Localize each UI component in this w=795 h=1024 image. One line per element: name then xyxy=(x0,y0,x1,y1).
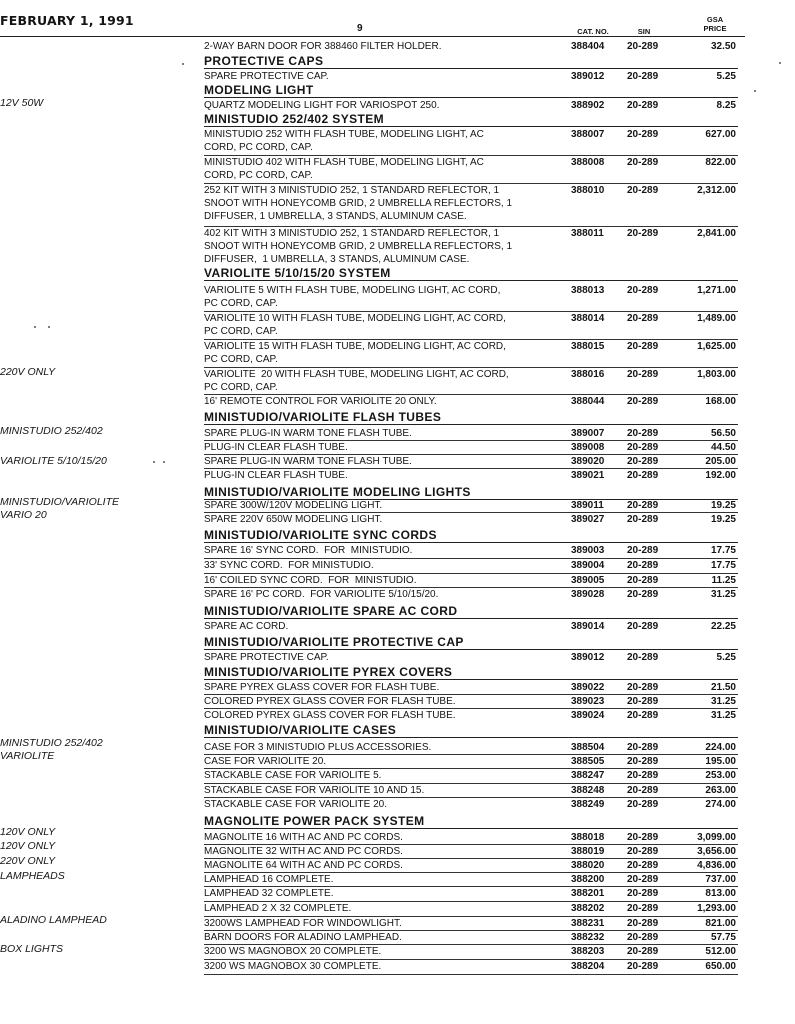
item-cat-no: 388016 xyxy=(571,369,605,380)
section-title: MINISTUDIO/VARIOLITE SPARE AC CORD xyxy=(204,604,458,618)
item-sin: 20-289 xyxy=(627,185,659,196)
item-price: 8.25 xyxy=(716,100,736,111)
item-description: 402 KIT WITH 3 MINISTUDIO 252, 1 STANDARD REFLECTOR, 1 SNOOT WITH HONEYCOMB GRID, 2 UMBRELLA REFLECTORS, 1 DIFFUSER, 1 UMBRELLA, 3 STANDS, ALUMINUM CASE. xyxy=(204,228,513,265)
section-title: MINISTUDIO/VARIOLITE MODELING LIGHTS xyxy=(204,485,471,499)
item-sin: 20-289 xyxy=(627,396,659,407)
item-cat-no: 389008 xyxy=(571,442,605,453)
item-cat-no: 389007 xyxy=(571,428,605,439)
item-cat-no: 389005 xyxy=(571,575,605,586)
item-description: PLUG-IN CLEAR FLASH TUBE. xyxy=(204,470,348,481)
item-sin: 20-289 xyxy=(627,442,659,453)
margin-note: 120V ONLY xyxy=(0,826,56,838)
item-description: LAMPHEAD 16 COMPLETE. xyxy=(204,874,334,885)
scan-speck xyxy=(34,326,36,328)
margin-note: MINISTUDIO 252/402 VARIOLITE xyxy=(0,737,103,762)
item-description: MAGNOLITE 16 WITH AC AND PC CORDS. xyxy=(204,832,403,843)
page-number: 9 xyxy=(357,23,363,34)
item-cat-no: 388018 xyxy=(571,832,605,843)
item-cat-no: 388203 xyxy=(571,946,605,957)
item-description: MAGNOLITE 32 WITH AC AND PC CORDS. xyxy=(204,846,403,857)
col-header-sin: SIN xyxy=(637,27,651,36)
item-price: 822.00 xyxy=(705,157,736,168)
item-description: SPARE PROTECTIVE CAP. xyxy=(204,652,329,663)
item-cat-no: 388011 xyxy=(571,228,604,239)
section-title: PROTECTIVE CAPS xyxy=(204,54,324,68)
item-price: 1,489.00 xyxy=(697,313,736,324)
item-description: MINISTUDIO 252 WITH FLASH TUBE, MODELING LIGHT, AC CORD, PC CORD, CAP. xyxy=(204,129,484,153)
item-sin: 20-289 xyxy=(627,710,659,721)
item-sin: 20-289 xyxy=(627,589,659,600)
item-description: 3200WS LAMPHEAD FOR WINDOWLIGHT. xyxy=(204,918,402,929)
item-sin: 20-289 xyxy=(627,341,659,352)
item-cat-no: 388249 xyxy=(571,799,605,810)
item-description: 3200 WS MAGNOBOX 20 COMPLETE. xyxy=(204,946,382,957)
section-rule xyxy=(204,828,738,829)
item-sin: 20-289 xyxy=(627,456,659,467)
item-price: 31.25 xyxy=(710,696,736,707)
section-title: VARIOLITE 5/10/15/20 SYSTEM xyxy=(204,266,391,280)
item-price: 274.00 xyxy=(705,799,736,810)
item-description: COLORED PYREX GLASS COVER FOR FLASH TUBE. xyxy=(204,696,456,707)
item-cat-no: 388231 xyxy=(571,918,605,929)
item-sin: 20-289 xyxy=(627,682,659,693)
section-title: MINISTUDIO 252/402 SYSTEM xyxy=(204,112,385,126)
item-sin: 20-289 xyxy=(627,313,659,324)
col-header-cat-no: CAT. NO. xyxy=(577,27,609,36)
item-cat-no: 388014 xyxy=(571,313,605,324)
item-price: 1,803.00 xyxy=(697,369,736,380)
item-price: 821.00 xyxy=(705,918,736,929)
item-price: 1,293.00 xyxy=(697,903,736,914)
item-sin: 20-289 xyxy=(627,832,659,843)
item-cat-no: 389003 xyxy=(571,545,605,556)
item-cat-no: 389022 xyxy=(571,682,605,693)
item-price: 512.00 xyxy=(705,946,736,957)
section-title: MINISTUDIO/VARIOLITE PROTECTIVE CAP xyxy=(204,635,464,649)
item-price: 737.00 xyxy=(705,874,736,885)
item-cat-no: 389012 xyxy=(571,652,605,663)
margin-note: 220V ONLY xyxy=(0,855,56,867)
item-price: 19.25 xyxy=(710,500,736,511)
item-cat-no: 389027 xyxy=(571,514,605,525)
item-price: 11.25 xyxy=(711,575,736,586)
section-title: MAGNOLITE POWER PACK SYSTEM xyxy=(204,814,425,828)
item-price: 31.25 xyxy=(710,710,736,721)
item-sin: 20-289 xyxy=(627,961,659,972)
item-cat-no: 388008 xyxy=(571,157,605,168)
section-rule xyxy=(204,542,738,543)
col-header-gsa-price: GSA PRICE xyxy=(703,15,727,33)
item-sin: 20-289 xyxy=(627,514,659,525)
item-description: COLORED PYREX GLASS COVER FOR FLASH TUBE. xyxy=(204,710,456,721)
item-description: SPARE PLUG-IN WARM TONE FLASH TUBE. xyxy=(204,428,412,439)
item-price: 44.50 xyxy=(710,442,736,453)
item-cat-no: 388902 xyxy=(571,100,605,111)
section-title: MINISTUDIO/VARIOLITE FLASH TUBES xyxy=(204,410,442,424)
item-description: MINISTUDIO 402 WITH FLASH TUBE, MODELING LIGHT, AC CORD, PC CORD, CAP. xyxy=(204,157,484,181)
item-cat-no: 388201 xyxy=(571,888,605,899)
item-description: STACKABLE CASE FOR VARIOLITE 10 AND 15. xyxy=(204,785,425,796)
item-cat-no: 388044 xyxy=(571,396,605,407)
item-price: 192.00 xyxy=(705,470,736,481)
item-description: SPARE AC CORD. xyxy=(204,621,289,632)
item-sin: 20-289 xyxy=(627,41,659,52)
item-cat-no: 388404 xyxy=(571,41,605,52)
item-cat-no: 388015 xyxy=(571,341,605,352)
item-price: 17.75 xyxy=(710,545,736,556)
item-price: 4,836.00 xyxy=(697,860,736,871)
section-rule xyxy=(204,68,738,69)
item-description: SPARE 220V 650W MODELING LIGHT. xyxy=(204,514,383,525)
item-price: 813.00 xyxy=(705,888,736,899)
item-sin: 20-289 xyxy=(627,621,659,632)
item-sin: 20-289 xyxy=(627,369,659,380)
item-cat-no: 389024 xyxy=(571,710,605,721)
margin-note: LAMPHEADS xyxy=(0,870,65,882)
item-description: VARIOLITE 20 WITH FLASH TUBE, MODELING LIGHT, AC CORD, PC CORD, CAP. xyxy=(204,369,509,393)
section-title: MODELING LIGHT xyxy=(204,83,314,97)
section-rule xyxy=(204,679,738,680)
scan-speck xyxy=(779,62,781,64)
item-cat-no: 388200 xyxy=(571,874,605,885)
item-price: 224.00 xyxy=(705,742,736,753)
item-cat-no: 388013 xyxy=(571,285,605,296)
item-sin: 20-289 xyxy=(627,652,659,663)
margin-note: BOX LIGHTS xyxy=(0,943,64,955)
item-description: SPARE PROTECTIVE CAP. xyxy=(204,71,329,82)
item-price: 253.00 xyxy=(705,770,736,781)
item-description: 252 KIT WITH 3 MINISTUDIO 252, 1 STANDARD REFLECTOR, 1 SNOOT WITH HONEYCOMB GRID, 2 UMBRELLA REFLECTORS, 1 DIFFUSER, 1 UMBRELLA, 3 STANDS, ALUMINUM CASE. xyxy=(204,185,513,222)
item-description: STACKABLE CASE FOR VARIOLITE 5. xyxy=(204,770,382,781)
item-cat-no: 388247 xyxy=(571,770,605,781)
item-sin: 20-289 xyxy=(627,560,659,571)
item-sin: 20-289 xyxy=(627,71,659,82)
item-sin: 20-289 xyxy=(627,157,659,168)
margin-note: 12V 50W xyxy=(0,97,44,109)
item-sin: 20-289 xyxy=(627,742,659,753)
section-rule xyxy=(204,618,738,619)
item-price: 168.00 xyxy=(705,396,736,407)
margin-note: VARIOLITE 5/10/15/20 xyxy=(0,455,107,467)
item-price: 56.50 xyxy=(710,428,736,439)
item-sin: 20-289 xyxy=(627,874,659,885)
item-description: SPARE 16' PC CORD. FOR VARIOLITE 5/10/15/20. xyxy=(204,589,439,600)
item-price: 2,312.00 xyxy=(697,185,736,196)
row-rule xyxy=(204,974,738,975)
item-sin: 20-289 xyxy=(627,285,659,296)
item-price: 627.00 xyxy=(705,129,736,140)
section-title: MINISTUDIO/VARIOLITE CASES xyxy=(204,723,397,737)
section-rule xyxy=(204,97,738,98)
item-cat-no: 389012 xyxy=(571,71,605,82)
section-title: MINISTUDIO/VARIOLITE SYNC CORDS xyxy=(204,528,437,542)
item-price: 5.25 xyxy=(716,652,736,663)
item-price: 21.50 xyxy=(710,682,736,693)
header-rule xyxy=(0,36,745,37)
item-price: 263.00 xyxy=(705,785,736,796)
item-sin: 20-289 xyxy=(627,946,659,957)
section-rule xyxy=(204,649,738,650)
item-price: 5.25 xyxy=(716,71,736,82)
item-sin: 20-289 xyxy=(627,100,659,111)
item-price: 17.75 xyxy=(710,560,736,571)
page-date: FEBRUARY 1, 1991 xyxy=(0,13,134,28)
item-sin: 20-289 xyxy=(627,228,659,239)
item-sin: 20-289 xyxy=(627,785,659,796)
item-sin: 20-289 xyxy=(627,846,659,857)
item-sin: 20-289 xyxy=(627,575,659,586)
item-cat-no: 388504 xyxy=(571,742,605,753)
item-sin: 20-289 xyxy=(627,932,659,943)
item-cat-no: 389028 xyxy=(571,589,605,600)
margin-note: ALADINO LAMPHEAD xyxy=(0,914,107,926)
item-price: 57.75 xyxy=(710,932,736,943)
section-rule xyxy=(204,737,738,738)
item-cat-no: 388232 xyxy=(571,932,605,943)
item-description: BARN DOORS FOR ALADINO LAMPHEAD. xyxy=(204,932,402,943)
item-description: CASE FOR VARIOLITE 20. xyxy=(204,756,327,767)
margin-note: MINISTUDIO/VARIOLITE VARIO 20 xyxy=(0,496,120,521)
item-price: 2,841.00 xyxy=(697,228,736,239)
item-sin: 20-289 xyxy=(627,545,659,556)
item-description: VARIOLITE 5 WITH FLASH TUBE, MODELING LIGHT, AC CORD, PC CORD, CAP. xyxy=(204,285,501,309)
item-cat-no: 389011 xyxy=(571,500,604,511)
scan-speck xyxy=(153,461,155,463)
item-cat-no: 389004 xyxy=(571,560,605,571)
item-sin: 20-289 xyxy=(627,428,659,439)
item-description: VARIOLITE 10 WITH FLASH TUBE, MODELING LIGHT, AC CORD, PC CORD, CAP. xyxy=(204,313,506,337)
item-price: 1,625.00 xyxy=(697,341,736,352)
margin-note: 220V ONLY xyxy=(0,366,56,378)
item-description: VARIOLITE 15 WITH FLASH TUBE, MODELING LIGHT, AC CORD, PC CORD, CAP. xyxy=(204,341,506,365)
item-description: STACKABLE CASE FOR VARIOLITE 20. xyxy=(204,799,388,810)
item-cat-no: 389014 xyxy=(571,621,605,632)
item-description: 16' COILED SYNC CORD. FOR MINISTUDIO. xyxy=(204,575,417,586)
item-sin: 20-289 xyxy=(627,860,659,871)
item-cat-no: 388007 xyxy=(571,129,605,140)
scan-speck xyxy=(48,326,50,328)
item-price: 3,099.00 xyxy=(697,832,736,843)
item-description: PLUG-IN CLEAR FLASH TUBE. xyxy=(204,442,348,453)
item-cat-no: 388202 xyxy=(571,903,605,914)
item-description: 33' SYNC CORD. FOR MINISTUDIO. xyxy=(204,560,374,571)
item-price: 19.25 xyxy=(710,514,736,525)
item-cat-no: 389021 xyxy=(571,470,605,481)
item-price: 650.00 xyxy=(705,961,736,972)
item-price: 32.50 xyxy=(710,41,736,52)
item-cat-no: 389023 xyxy=(571,696,605,707)
section-title: MINISTUDIO/VARIOLITE PYREX COVERS xyxy=(204,665,453,679)
item-cat-no: 388020 xyxy=(571,860,605,871)
scan-speck xyxy=(182,63,184,65)
item-sin: 20-289 xyxy=(627,918,659,929)
item-price: 3,656.00 xyxy=(697,846,736,857)
item-cat-no: 388248 xyxy=(571,785,605,796)
item-sin: 20-289 xyxy=(627,129,659,140)
item-description: 16' REMOTE CONTROL FOR VARIOLITE 20 ONLY. xyxy=(204,396,437,407)
item-description: LAMPHEAD 2 X 32 COMPLETE. xyxy=(204,903,352,914)
item-sin: 20-289 xyxy=(627,756,659,767)
item-description: MAGNOLITE 64 WITH AC AND PC CORDS. xyxy=(204,860,403,871)
item-sin: 20-289 xyxy=(627,888,659,899)
item-description: 2-WAY BARN DOOR FOR 388460 FILTER HOLDER. xyxy=(204,41,442,52)
item-description: LAMPHEAD 32 COMPLETE. xyxy=(204,888,334,899)
item-price: 22.25 xyxy=(710,621,736,632)
item-description: QUARTZ MODELING LIGHT FOR VARIOSPOT 250. xyxy=(204,100,440,111)
scan-speck xyxy=(754,90,756,92)
item-description: 3200 WS MAGNOBOX 30 COMPLETE. xyxy=(204,961,382,972)
section-rule xyxy=(204,126,738,127)
item-sin: 20-289 xyxy=(627,799,659,810)
margin-note: 120V ONLY xyxy=(0,840,56,852)
item-price: 205.00 xyxy=(705,456,736,467)
item-sin: 20-289 xyxy=(627,903,659,914)
item-description: SPARE PYREX GLASS COVER FOR FLASH TUBE. xyxy=(204,682,440,693)
item-price: 31.25 xyxy=(710,589,736,600)
margin-note: MINISTUDIO 252/402 xyxy=(0,425,103,437)
scan-speck xyxy=(163,461,165,463)
item-price: 1,271.00 xyxy=(697,285,736,296)
item-description: SPARE PLUG-IN WARM TONE FLASH TUBE. xyxy=(204,456,412,467)
section-rule xyxy=(204,280,738,281)
item-cat-no: 388010 xyxy=(571,185,605,196)
item-sin: 20-289 xyxy=(627,500,659,511)
item-cat-no: 388019 xyxy=(571,846,605,857)
item-sin: 20-289 xyxy=(627,470,659,481)
item-cat-no: 389020 xyxy=(571,456,605,467)
section-rule xyxy=(204,424,738,425)
item-description: SPARE 16' SYNC CORD. FOR MINISTUDIO. xyxy=(204,545,413,556)
item-cat-no: 388505 xyxy=(571,756,605,767)
item-description: CASE FOR 3 MINISTUDIO PLUS ACCESSORIES. xyxy=(204,742,432,753)
item-sin: 20-289 xyxy=(627,696,659,707)
item-description: SPARE 300W/120V MODELING LIGHT. xyxy=(204,500,383,511)
item-sin: 20-289 xyxy=(627,770,659,781)
item-cat-no: 388204 xyxy=(571,961,605,972)
item-price: 195.00 xyxy=(705,756,736,767)
